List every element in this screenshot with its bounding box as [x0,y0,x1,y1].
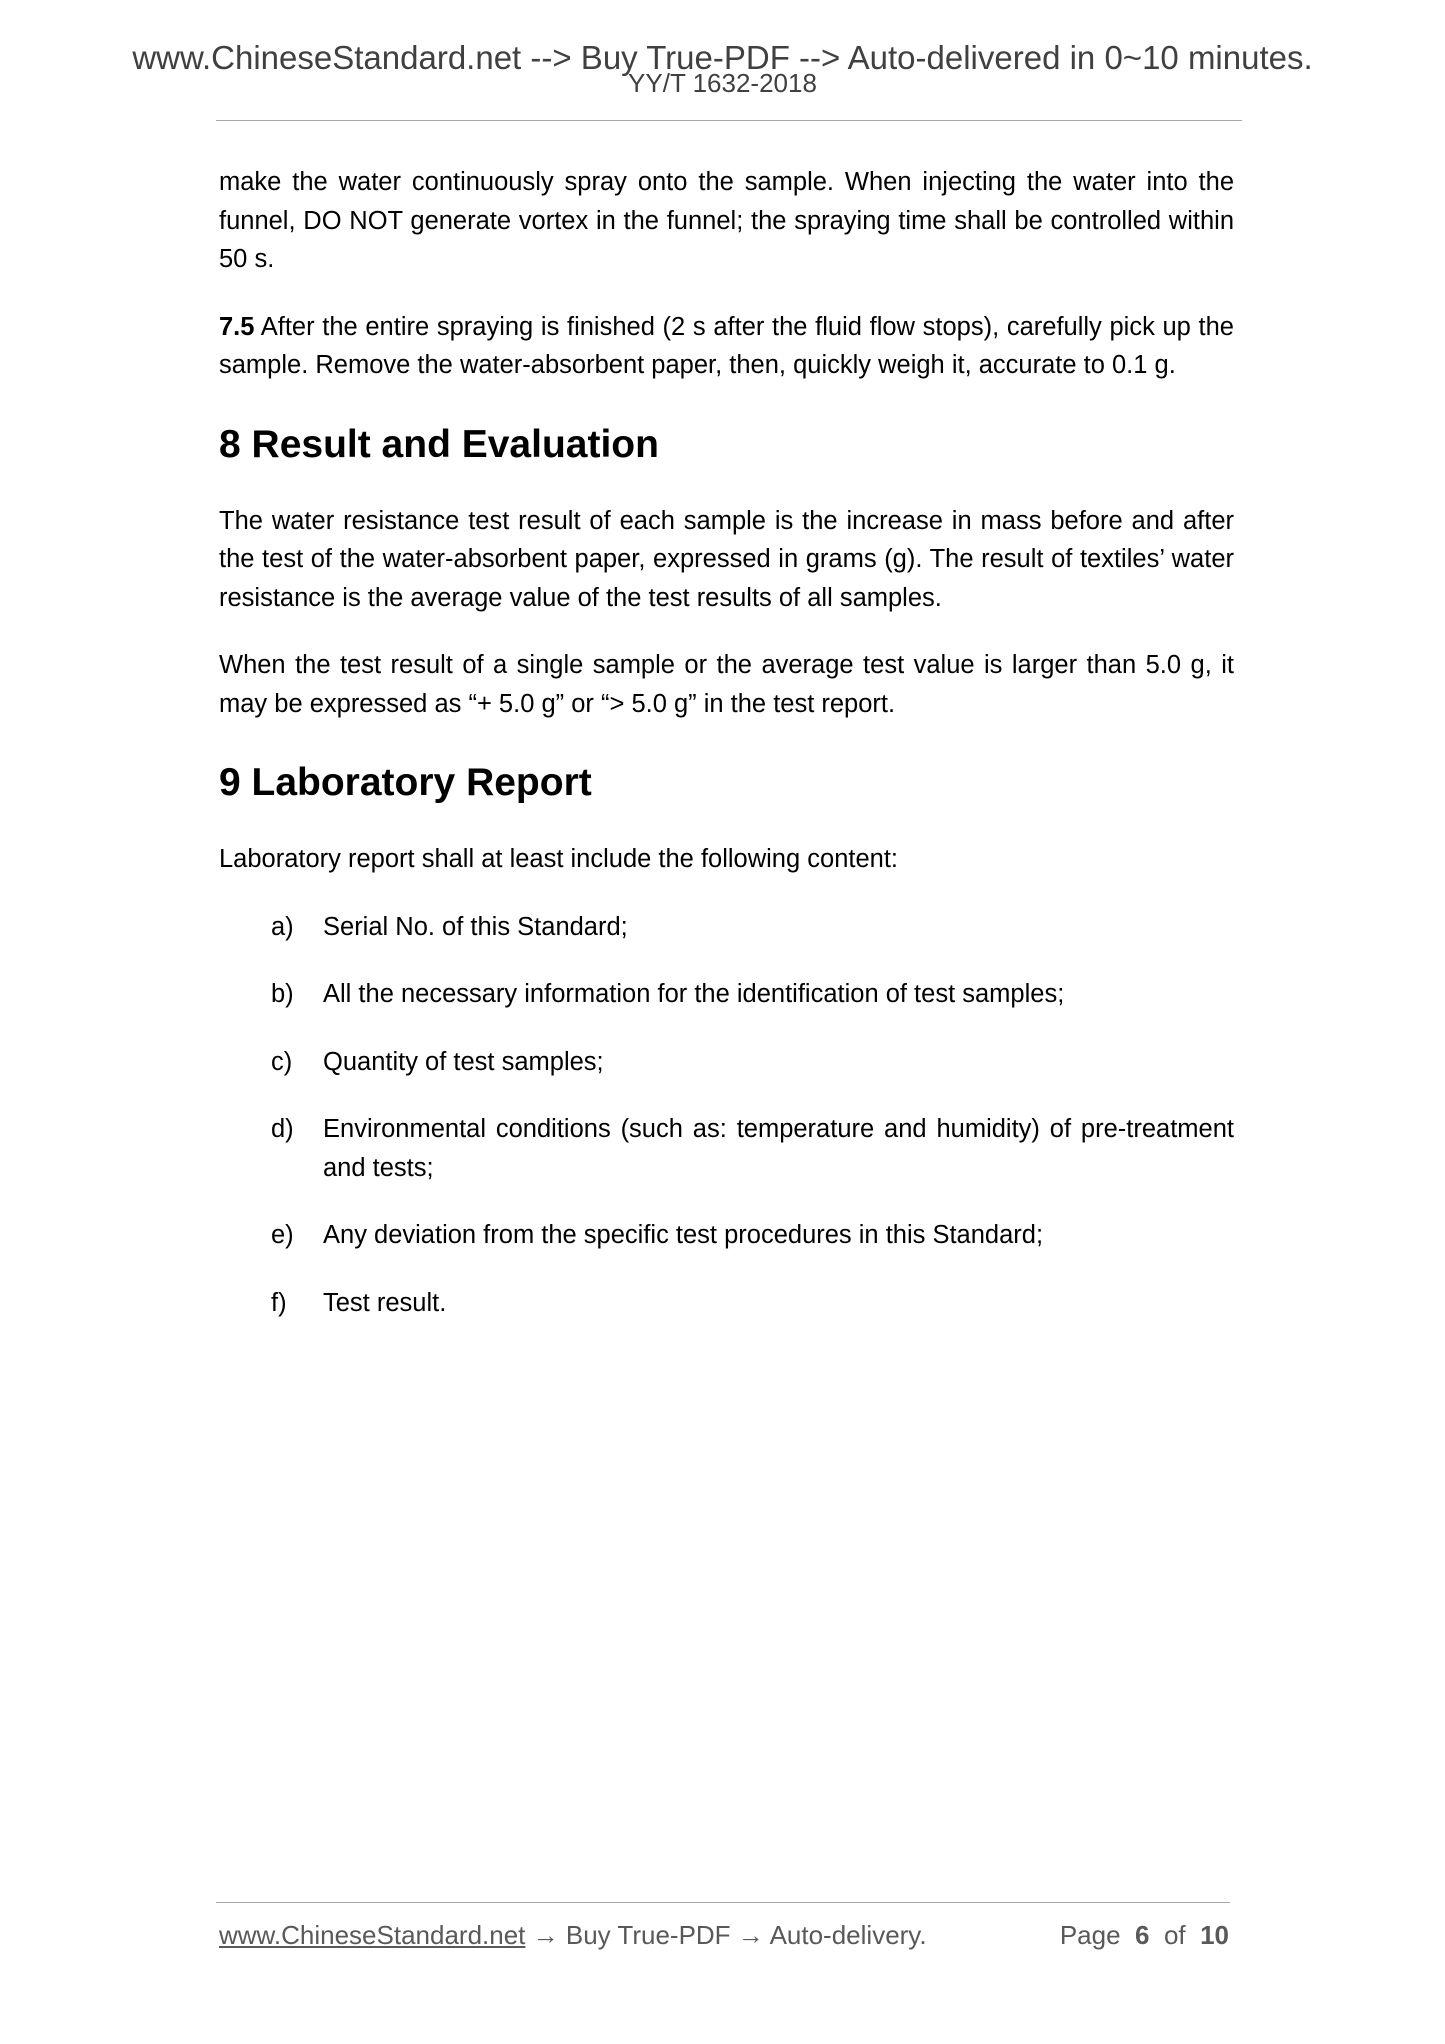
page-of-label: of [1163,1920,1186,1950]
header-divider [216,120,1242,121]
list-marker: e) [271,1221,294,1249]
current-page: 6 [1135,1920,1150,1950]
page-number [1060,1918,1229,1952]
list-item [219,975,1234,1014]
list-item-text: All the necessary information for the identification of test samples; [323,980,1065,1008]
clause-7-5 [219,308,1234,385]
section-8-paragraph-2: When the test result of a single sample or the average test value is larger than 5.0 g, it may be expressed as “+ 5.0 g” or “> 5.0 g” in the test report. [219,651,1234,718]
header-banner: www.ChineseStandard.net --> Buy True-PDF --> Auto-delivered in 0~10 minutes. [132,39,1313,76]
clause-text: After the entire spraying is finished (2 s after the fluid flow stops), carefully pick up the sample. Remove the water-absorbent paper, then, quickly weigh it, accurate to 0.1 g. [219,312,1234,379]
list-marker: c) [271,1047,293,1076]
list-item-text: Quantity of test samples; [323,1047,604,1076]
page-content [219,163,1234,1351]
list-marker: a) [271,912,294,941]
section-8-paragraph-1: The water resistance test result of each sample is the increase in mass before and after the test of the water-absorbent paper, expressed in grams (g). The result of textiles’ water resistance is the average value of the test results of all samples. [219,506,1234,612]
list-item-text: Serial No. of this Standard; [323,912,628,941]
report-content-list [219,908,1234,1323]
list-item [219,1043,1234,1082]
list-item-text: Test result. [323,1288,447,1317]
page-footer [219,1918,1229,1952]
list-item-text: Environmental conditions (such as: temperature and humidity) of pre-treatment and tests; [323,1115,1234,1182]
document-code: YY/T 1632-2018 [628,68,817,98]
footer-site-link[interactable]: www.ChineseStandard.net [219,1920,526,1950]
clause-number: 7.5 [219,312,255,341]
paragraph-continued: make the water continuously spray onto the sample. When injecting the water into the funnel, DO NOT generate vortex in the funnel; the spraying time shall be controlled within 50 s. [219,168,1234,273]
section-9-heading: 9 Laboratory Report [219,761,592,804]
list-item [219,908,1234,947]
total-pages: 10 [1200,1920,1229,1950]
list-item [219,1284,1234,1323]
list-marker: b) [271,980,294,1008]
list-item-text: Any deviation from the specific test procedures in this Standard; [323,1221,1044,1249]
footer-tagline: → Buy True-PDF → Auto-delivery. [525,1920,927,1950]
list-marker: f) [271,1288,287,1317]
section-8-heading: 8 Result and Evaluation [219,422,659,466]
list-item [219,1110,1234,1187]
page-label: Page [1059,1920,1121,1950]
list-item [219,1216,1234,1255]
list-marker: d) [271,1115,294,1143]
section-9-intro: Laboratory report shall at least include the following content: [219,845,898,873]
footer-divider [216,1902,1230,1903]
